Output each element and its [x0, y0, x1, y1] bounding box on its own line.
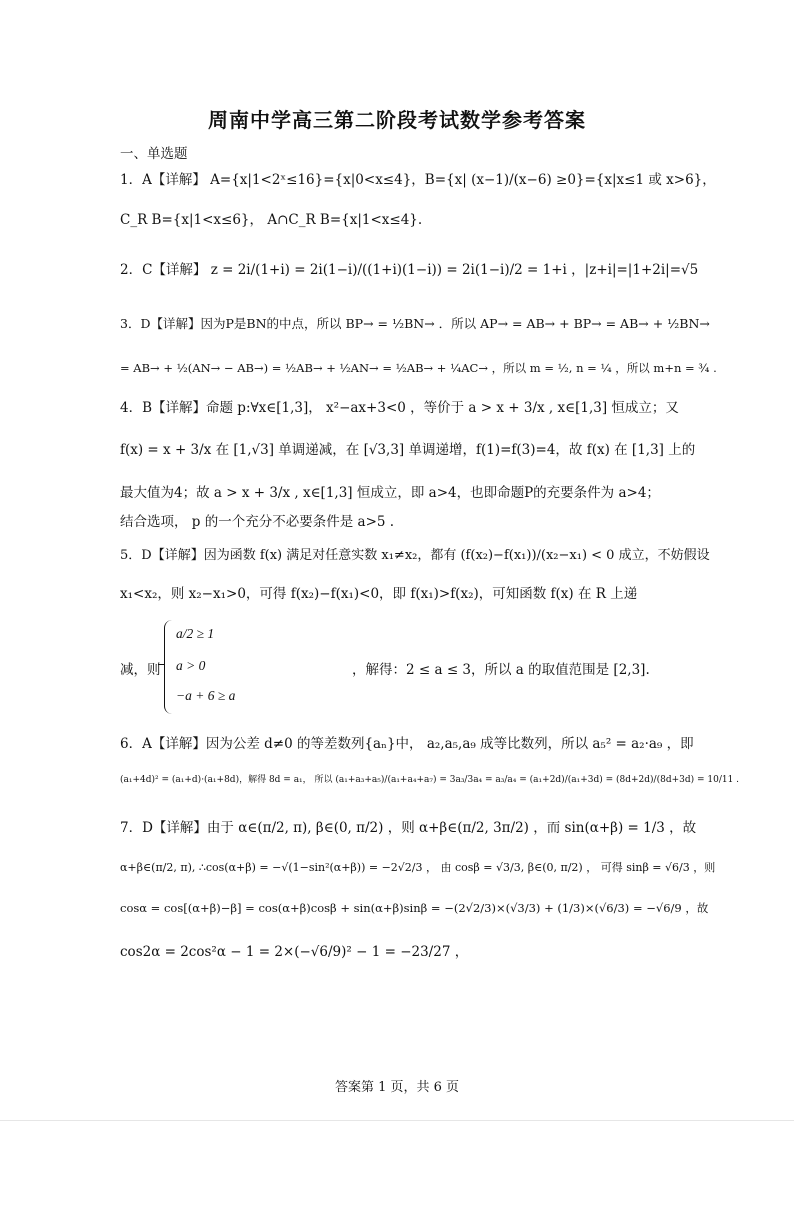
q5-case-3: −a + 6 ≥ a [176, 688, 236, 703]
q5-line-2: x₁<x₂，则 x₂−x₁>0，可得 f(x₂)−f(x₁)<0，即 f(x₁)>f(x₂)，可知函数 f(x) 在 R 上递 [120, 586, 638, 602]
q3-line-1: 3．D【详解】因为P是BN的中点，所以 BP→ = ½BN→ ．所以 AP→ = AB→ + BP→ = AB→ + ½BN→ [120, 316, 710, 331]
q2-line: 2．C【详解】 z = 2i/(1+i) = 2i(1−i)/((1+i)(1−i)) = 2i(1−i)/2 = 1+i ，|z+i|=|1+2i|=√5 [120, 262, 699, 278]
q7-line-1: 7．D【详解】由于 α∈(π/2, π), β∈(0, π/2) ，则 α+β∈(π/2, 3π/2) ，而 sin(α+β) = 1/3 ，故 [120, 820, 697, 836]
q5-case-2: a > 0 [176, 658, 206, 673]
q4-line-2: f(x) = x + 3/x 在 [1,√3] 单调递减，在 [√3,3] 单调递增，f(1)=f(3)=4，故 f(x) 在 [1,3] 上的 [120, 442, 696, 458]
q6-line-1: 6．A【详解】因为公差 d≠0 的等差数列{aₙ}中， a₂,a₅,a₉ 成等比数列，所以 a₅² = a₂·a₉ ，即 [120, 736, 694, 752]
page-bottom-rule [0, 1120, 794, 1121]
q5-case-1: a/2 ≥ 1 [176, 626, 215, 641]
section-heading: 一、单选题 [120, 146, 188, 162]
q5-line-1: 5．D【详解】因为函数 f(x) 满足对任意实数 x₁≠x₂，都有 (f(x₂)−f(x₁))/(x₂−x₁) < 0 成立，不妨假设 [120, 548, 710, 563]
q5-system-result: ，解得：2 ≤ a ≤ 3，所以 a 的取值范围是 [2,3]. [352, 662, 650, 678]
page-title: 周南中学高三第二阶段考试数学参考答案 [208, 108, 586, 132]
page-footer: 答案第 1 页，共 6 页 [334, 1080, 460, 1095]
q4-line-3: 最大值为4；故 a > x + 3/x , x∈[1,3] 恒成立，即 a>4，也即命题P的充要条件为 a>4； [120, 485, 660, 501]
q3-line-2: = AB→ + ½(AN→ − AB→) = ½AB→ + ½AN→ = ½AB→ + ¼AC→ ，所以 m = ½, n = ¼ ，所以 m+n = ¾ . [120, 361, 717, 375]
q5-system-label: 减，则 [120, 662, 161, 678]
q1-line-2: C_R B={x|1<x≤6}， A∩C_R B={x|1<x≤4}. [120, 212, 423, 228]
q5-inequality-system [120, 620, 680, 716]
q7-line-3: cosα = cos[(α+β)−β] = cos(α+β)cosβ + sin(α+β)sinβ = −(2√2/3)×(√3/3) + (1/3)×(√6/3) = −√6/9 ，故 [120, 901, 709, 915]
q6-line-2: (a₁+4d)² = (a₁+d)·(a₁+8d)，解得 8d = a₁， 所以 (a₁+a₃+a₅)/(a₁+a₄+a₇) = 3a₃/3a₄ = a₃/a₄ = (a₁+2d)/(a₁+3d) = (8d+2d)/(8d+3d) = 10/11 . [120, 775, 740, 785]
q4-line-1: 4．B【详解】命题 p:∀x∈[1,3]， x²−ax+3<0 ，等价于 a > x + 3/x , x∈[1,3] 恒成立；又 [120, 400, 679, 416]
left-brace [164, 620, 173, 714]
q7-line-4: cos2α = 2cos²α − 1 = 2×(−√6/9)² − 1 = −23/27 ， [120, 944, 469, 960]
left-brace-tip [158, 664, 165, 665]
q7-line-2: α+β∈(π/2, π), ∴cos(α+β) = −√(1−sin²(α+β)) = −2√2/3 ， 由 cosβ = √3/3, β∈(0, π/2) ， 可得 sinβ = √6/3 ，则 [120, 861, 716, 874]
q4-line-4: 结合选项， p 的一个充分不必要条件是 a>5 . [120, 514, 395, 530]
q1-line-1: 1．A【详解】 A={x|1<2ˣ≤16}={x|0<x≤4}，B={x| (x−1)/(x−6) ≥0}={x|x≤1 或 x>6}， [120, 172, 716, 188]
